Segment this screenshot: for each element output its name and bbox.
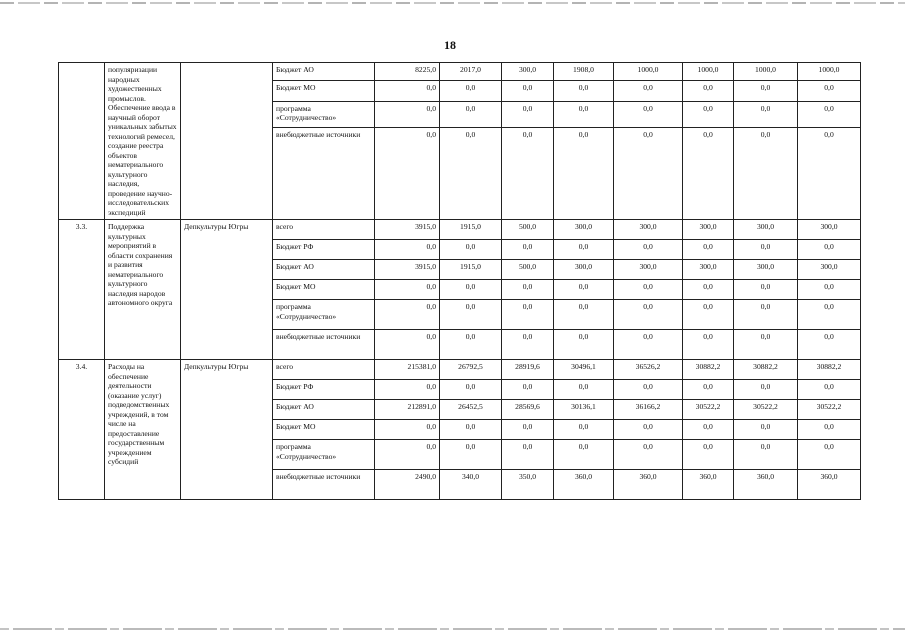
yearly-amount: 0,0 [614, 300, 683, 330]
item-number [59, 63, 105, 220]
yearly-amount: 360,0 [798, 470, 861, 500]
total-amount: 0,0 [375, 380, 440, 400]
funding-source: Бюджет МО [273, 81, 375, 102]
yearly-amount: 1915,0 [440, 260, 502, 280]
yearly-amount: 1000,0 [614, 63, 683, 81]
yearly-amount: 30522,2 [734, 400, 798, 420]
yearly-amount: 0,0 [440, 101, 502, 127]
total-amount: 8225,0 [375, 63, 440, 81]
yearly-amount: 0,0 [683, 101, 734, 127]
total-amount: 0,0 [375, 420, 440, 440]
yearly-amount: 300,0 [554, 220, 614, 240]
yearly-amount: 0,0 [502, 300, 554, 330]
yearly-amount: 0,0 [502, 101, 554, 127]
yearly-amount: 500,0 [502, 220, 554, 240]
total-amount: 0,0 [375, 330, 440, 360]
yearly-amount: 0,0 [683, 300, 734, 330]
funding-source: внебюджетные источники [273, 470, 375, 500]
total-amount: 0,0 [375, 240, 440, 260]
yearly-amount: 30882,2 [798, 360, 861, 380]
yearly-amount: 0,0 [554, 380, 614, 400]
yearly-amount: 30136,1 [554, 400, 614, 420]
yearly-amount: 0,0 [798, 101, 861, 127]
yearly-amount: 0,0 [683, 380, 734, 400]
scan-edge-top [0, 2, 905, 4]
yearly-amount: 350,0 [502, 470, 554, 500]
yearly-amount: 300,0 [734, 220, 798, 240]
responsible-executor: Депкультуры Югры [181, 220, 273, 360]
measure-description: Расходы на обеспечение деятельности (оказание услуг) подведомственных учреждений, в том числе на предоставление государственным учреждением субсидий [105, 360, 181, 500]
yearly-amount: 0,0 [614, 240, 683, 260]
yearly-amount: 0,0 [683, 280, 734, 300]
yearly-amount: 360,0 [683, 470, 734, 500]
funding-source: Бюджет МО [273, 420, 375, 440]
yearly-amount: 0,0 [798, 280, 861, 300]
table-row [59, 360, 861, 380]
total-amount: 0,0 [375, 280, 440, 300]
yearly-amount: 30522,2 [683, 400, 734, 420]
total-amount: 2490,0 [375, 470, 440, 500]
funding-source: всего [273, 360, 375, 380]
yearly-amount: 0,0 [614, 380, 683, 400]
total-amount: 215381,0 [375, 360, 440, 380]
yearly-amount: 0,0 [683, 440, 734, 470]
yearly-amount: 0,0 [554, 280, 614, 300]
table-row [59, 220, 861, 240]
yearly-amount: 0,0 [440, 127, 502, 219]
responsible-executor [181, 63, 273, 220]
yearly-amount: 0,0 [614, 420, 683, 440]
yearly-amount: 300,0 [683, 260, 734, 280]
yearly-amount: 0,0 [502, 81, 554, 102]
yearly-amount: 0,0 [440, 330, 502, 360]
yearly-amount: 0,0 [734, 280, 798, 300]
yearly-amount: 0,0 [734, 440, 798, 470]
yearly-amount: 0,0 [614, 280, 683, 300]
yearly-amount: 0,0 [554, 81, 614, 102]
funding-source: внебюджетные источники [273, 127, 375, 219]
yearly-amount: 0,0 [554, 101, 614, 127]
yearly-amount: 360,0 [554, 470, 614, 500]
yearly-amount: 30496,1 [554, 360, 614, 380]
total-amount: 0,0 [375, 127, 440, 219]
yearly-amount: 300,0 [798, 260, 861, 280]
total-amount: 0,0 [375, 81, 440, 102]
yearly-amount: 300,0 [614, 220, 683, 240]
yearly-amount: 360,0 [734, 470, 798, 500]
table-row [59, 63, 861, 81]
total-amount: 3915,0 [375, 260, 440, 280]
yearly-amount: 0,0 [502, 127, 554, 219]
yearly-amount: 0,0 [734, 330, 798, 360]
measure-description: Поддержка культурных мероприятий в области сохранения и развития нематериального культурного наследия народов автономного округа [105, 220, 181, 360]
yearly-amount: 0,0 [683, 240, 734, 260]
measure-description: популяризации народных художественных промыслов. Обеспечение ввода в научный оборот уникальных забытых технологий ремесел, создание реестра объектов нематериального культурного наследия, проведение научно-исследовательских экспедиций [105, 63, 181, 220]
yearly-amount: 0,0 [734, 380, 798, 400]
funding-source: программа «Сотрудничество» [273, 300, 375, 330]
yearly-amount: 0,0 [798, 440, 861, 470]
total-amount: 0,0 [375, 101, 440, 127]
yearly-amount: 0,0 [734, 101, 798, 127]
yearly-amount: 300,0 [502, 63, 554, 81]
yearly-amount: 0,0 [614, 127, 683, 219]
yearly-amount: 0,0 [502, 420, 554, 440]
yearly-amount: 300,0 [683, 220, 734, 240]
yearly-amount: 30882,2 [683, 360, 734, 380]
yearly-amount: 28569,6 [502, 400, 554, 420]
funding-source: Бюджет МО [273, 280, 375, 300]
yearly-amount: 2017,0 [440, 63, 502, 81]
yearly-amount: 0,0 [798, 420, 861, 440]
funding-source: Бюджет АО [273, 400, 375, 420]
funding-source: внебюджетные источники [273, 330, 375, 360]
yearly-amount: 28919,6 [502, 360, 554, 380]
yearly-amount: 0,0 [440, 420, 502, 440]
yearly-amount: 0,0 [502, 380, 554, 400]
yearly-amount: 1000,0 [683, 63, 734, 81]
total-amount: 3915,0 [375, 220, 440, 240]
yearly-amount: 0,0 [683, 127, 734, 219]
yearly-amount: 0,0 [554, 240, 614, 260]
yearly-amount: 0,0 [683, 420, 734, 440]
yearly-amount: 1915,0 [440, 220, 502, 240]
yearly-amount: 0,0 [798, 240, 861, 260]
funding-source: Бюджет АО [273, 260, 375, 280]
yearly-amount: 0,0 [502, 240, 554, 260]
total-amount: 0,0 [375, 300, 440, 330]
scan-edge-bottom [0, 628, 905, 630]
yearly-amount: 0,0 [614, 101, 683, 127]
funding-source: всего [273, 220, 375, 240]
total-amount: 0,0 [375, 440, 440, 470]
yearly-amount: 30882,2 [734, 360, 798, 380]
yearly-amount: 0,0 [734, 81, 798, 102]
yearly-amount: 0,0 [554, 127, 614, 219]
yearly-amount: 0,0 [502, 330, 554, 360]
yearly-amount: 0,0 [734, 127, 798, 219]
yearly-amount: 300,0 [734, 260, 798, 280]
yearly-amount: 0,0 [798, 81, 861, 102]
yearly-amount: 1000,0 [798, 63, 861, 81]
financing-table [58, 62, 861, 500]
yearly-amount: 0,0 [554, 330, 614, 360]
yearly-amount: 0,0 [734, 300, 798, 330]
page-number: 18 [444, 38, 456, 52]
funding-source: программа «Сотрудничество» [273, 101, 375, 127]
yearly-amount: 0,0 [440, 300, 502, 330]
yearly-amount: 0,0 [798, 330, 861, 360]
yearly-amount: 0,0 [554, 300, 614, 330]
yearly-amount: 30522,2 [798, 400, 861, 420]
yearly-amount: 360,0 [614, 470, 683, 500]
yearly-amount: 0,0 [440, 280, 502, 300]
yearly-amount: 26452,5 [440, 400, 502, 420]
yearly-amount: 0,0 [440, 240, 502, 260]
yearly-amount: 0,0 [554, 420, 614, 440]
responsible-executor: Депкультуры Югры [181, 360, 273, 500]
yearly-amount: 0,0 [683, 81, 734, 102]
yearly-amount: 300,0 [798, 220, 861, 240]
yearly-amount: 0,0 [614, 81, 683, 102]
funding-source: Бюджет РФ [273, 240, 375, 260]
yearly-amount: 0,0 [440, 81, 502, 102]
total-amount: 212891,0 [375, 400, 440, 420]
yearly-amount: 0,0 [734, 240, 798, 260]
item-number: 3.3. [59, 220, 105, 360]
yearly-amount: 340,0 [440, 470, 502, 500]
yearly-amount: 0,0 [614, 440, 683, 470]
yearly-amount: 0,0 [798, 380, 861, 400]
yearly-amount: 300,0 [614, 260, 683, 280]
funding-source: программа «Сотрудничество» [273, 440, 375, 470]
yearly-amount: 0,0 [614, 330, 683, 360]
yearly-amount: 0,0 [502, 440, 554, 470]
yearly-amount: 0,0 [798, 127, 861, 219]
yearly-amount: 0,0 [683, 330, 734, 360]
yearly-amount: 0,0 [440, 380, 502, 400]
yearly-amount: 36526,2 [614, 360, 683, 380]
yearly-amount: 1908,0 [554, 63, 614, 81]
item-number: 3.4. [59, 360, 105, 500]
funding-source: Бюджет РФ [273, 380, 375, 400]
yearly-amount: 1000,0 [734, 63, 798, 81]
yearly-amount: 0,0 [734, 420, 798, 440]
yearly-amount: 500,0 [502, 260, 554, 280]
yearly-amount: 26792,5 [440, 360, 502, 380]
yearly-amount: 300,0 [554, 260, 614, 280]
funding-source: Бюджет АО [273, 63, 375, 81]
yearly-amount: 36166,2 [614, 400, 683, 420]
yearly-amount: 0,0 [502, 280, 554, 300]
yearly-amount: 0,0 [440, 440, 502, 470]
yearly-amount: 0,0 [798, 300, 861, 330]
yearly-amount: 0,0 [554, 440, 614, 470]
